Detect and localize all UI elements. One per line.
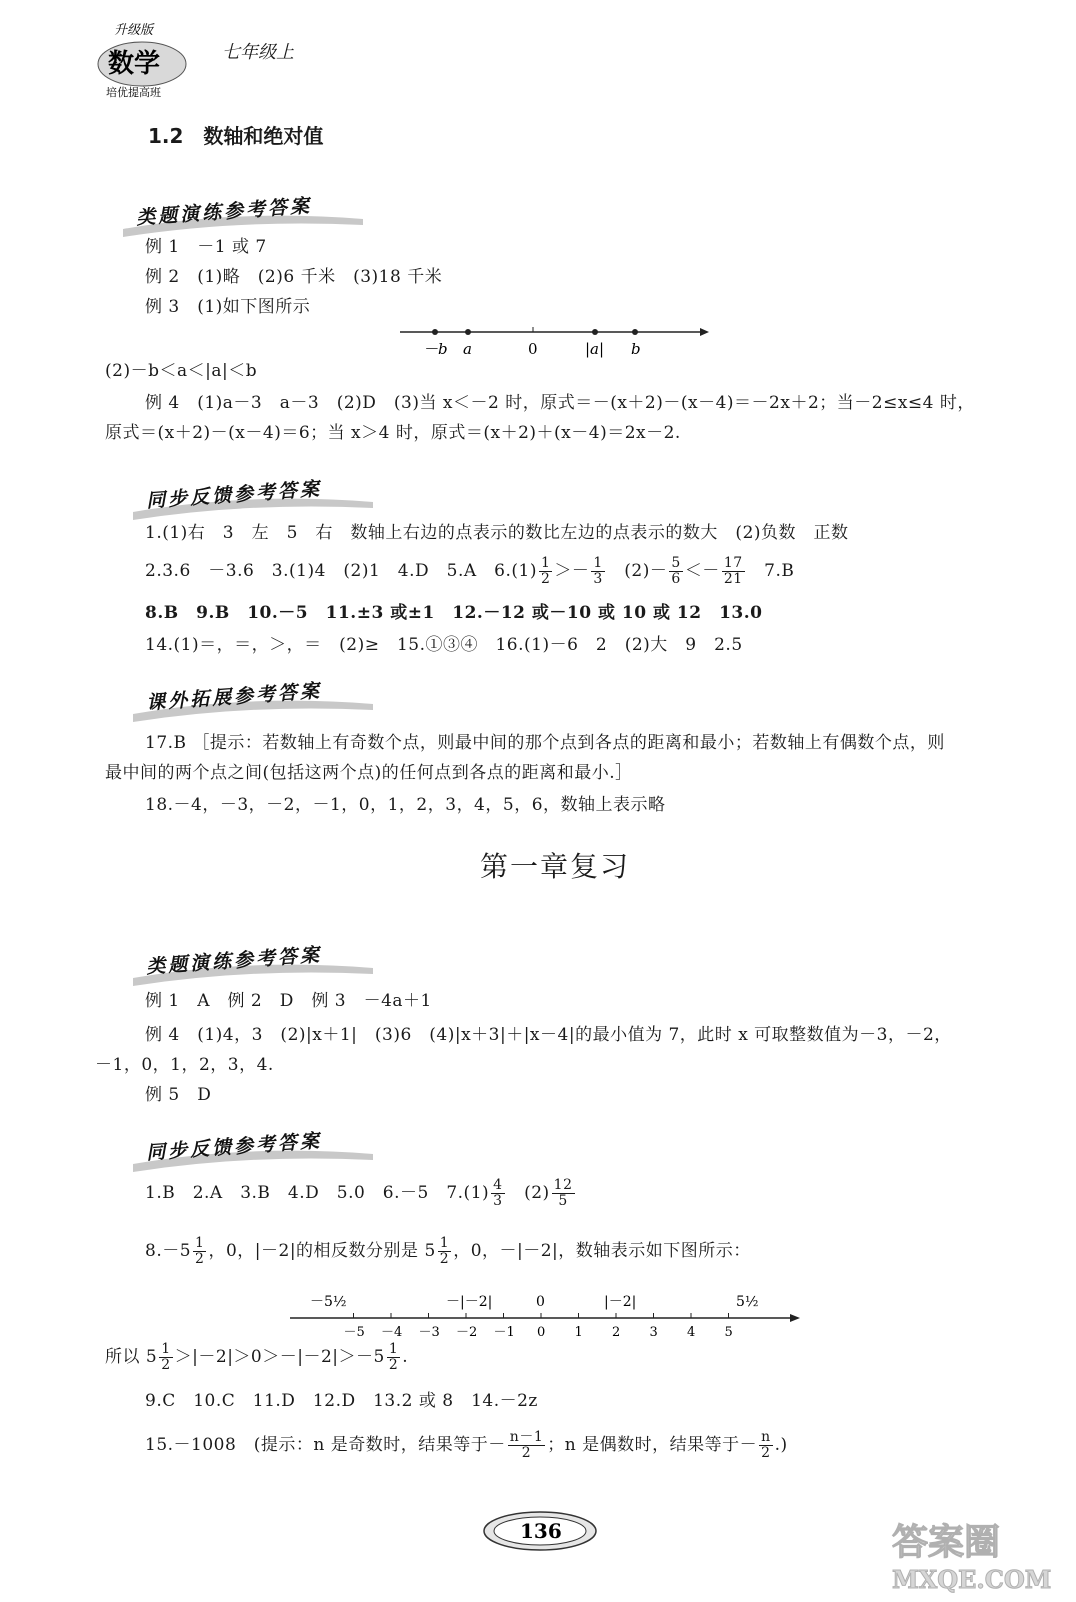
point-neg-b (432, 329, 438, 335)
page-number-badge (480, 1508, 600, 1554)
answer-line: 例 5 D (145, 1085, 212, 1105)
text-span: 所以 5 (105, 1347, 158, 1367)
denominator: 2 (161, 1357, 171, 1373)
grade-label: 七年级上 (222, 42, 294, 63)
fraction (759, 1430, 773, 1461)
answer-line: 例 2 (1)略 (2)6 千米 (3)18 千米 (145, 267, 443, 287)
tick-label: 0 (537, 1325, 546, 1340)
label-neg-abs-neg-2: －|－2| (446, 1294, 493, 1310)
denominator: 3 (493, 1193, 503, 1209)
text-span: 8.－5 (145, 1241, 192, 1261)
fraction (193, 1236, 206, 1267)
text-span: ，0，|－2|的相反数分别是 5 (208, 1241, 436, 1261)
number-line-2 (290, 1286, 810, 1342)
point-b (632, 329, 638, 335)
answer-line: 1.(1)右 3 左 5 右 数轴上右边的点表示的数比左边的点表示的数大 (2)负数 正数 (145, 523, 849, 543)
text-span: ＜－ (684, 561, 720, 581)
denominator: 2 (761, 1445, 771, 1461)
label-b: b (631, 340, 641, 358)
denominator: 2 (540, 571, 551, 587)
fraction (159, 1342, 172, 1373)
answer-line-fractions (145, 556, 794, 587)
denominator: 2 (195, 1251, 205, 1267)
label-5-half: 5½ (736, 1294, 759, 1310)
answer-line: 例 4 (1)a－3 a－3 (2)D (3)当 x＜－2 时，原式＝－(x＋2)－(x－4)＝－2x＋2；当－2≤x≤4 时， (145, 393, 975, 413)
site-watermark (884, 1512, 1064, 1596)
tick-label: 2 (612, 1325, 621, 1340)
banner-practice-answers (128, 944, 378, 990)
text-span: ；n 是偶数时，结果等于－ (547, 1435, 758, 1455)
answer-line: 例 1 A 例 2 D 例 3 －4a＋1 (145, 991, 432, 1011)
banner-text: 课外拓展参考答案 (145, 679, 323, 715)
banner-text: 类题演练参考答案 (135, 194, 313, 230)
answer-line-fractions (145, 1236, 751, 1267)
label-zero-above: 0 (536, 1294, 545, 1310)
answer-line: 17.B ［提示：若数轴上有奇数个点，则最中间的那个点到各点的距离和最小；若数轴上有偶数个点，则 (145, 733, 945, 753)
section-title: 1.2 数轴和绝对值 (148, 124, 324, 148)
fraction (539, 556, 552, 587)
banner-text: 类题演练参考答案 (145, 943, 323, 979)
banner-text: 同步反馈参考答案 (145, 1129, 323, 1165)
label-neg-5-half: －5½ (310, 1294, 347, 1310)
text-span: 2.3.6 －3.6 3.(1)4 (2)1 4.D 5.A 6.(1) (145, 561, 537, 581)
denominator: 3 (593, 571, 603, 587)
answer-line-fractions (145, 1178, 577, 1209)
tick-label: －3 (418, 1325, 440, 1340)
text-span: ，0，－|－2|，数轴表示如下图所示： (453, 1241, 751, 1261)
label-abs-a: |a| (585, 340, 605, 358)
numerator: 1 (195, 1235, 205, 1251)
denominator: 2 (388, 1357, 399, 1373)
banner-text: 同步反馈参考答案 (145, 477, 323, 513)
tick-label: －4 (381, 1325, 403, 1340)
answer-line: 例 1 －1 或 7 (145, 237, 267, 257)
fraction (669, 556, 682, 587)
numerator: 5 (671, 555, 681, 571)
fraction (438, 1236, 451, 1267)
answer-line: 最中间的两个点之间(包括这两个点)的任何点到各点的距离和最小.］ (105, 763, 633, 783)
denominator: 5 (558, 1193, 568, 1209)
text-span: (2) (506, 1183, 550, 1203)
above-labels (310, 1294, 758, 1310)
fraction (591, 556, 604, 587)
answer-line-fractions (145, 1430, 788, 1461)
logo-top-text: 升级版 (114, 23, 154, 38)
text-span: ＞|－2|＞0＞－|－2|＞－5 (174, 1347, 385, 1367)
banner-sync-answers (128, 1130, 378, 1176)
tick-label: －1 (493, 1325, 515, 1340)
denominator: 2 (439, 1251, 450, 1267)
numerator: 1 (388, 1341, 399, 1357)
numerator: 1 (161, 1341, 171, 1357)
answer-line: 14.(1)＝，＝，＞，＝ (2)≥ 15.①③④ 16.(1)－6 2 (2)大 9 2.5 (145, 635, 743, 655)
text-span: . (402, 1347, 409, 1367)
denominator: 21 (723, 571, 743, 587)
label-abs-neg-2: |－2| (604, 1294, 637, 1310)
fraction (722, 556, 745, 587)
tick-marks (344, 1313, 733, 1340)
numerator: 1 (439, 1235, 450, 1251)
point-abs-a (592, 329, 598, 335)
page-number: 136 (520, 1519, 562, 1543)
label-zero: 0 (528, 340, 538, 358)
point-a (465, 329, 471, 335)
answer-line: 9.C 10.C 11.D 12.D 13.2 或 8 14.－2z (145, 1391, 538, 1411)
numerator: 12 (553, 1177, 573, 1193)
text-span: 7.B (746, 561, 795, 581)
text-span: (2)－ (606, 561, 668, 581)
watermark-bottom: MXQE.COM (892, 1565, 1052, 1594)
watermark-top: 答案圈 (892, 1521, 1001, 1563)
denominator: 2 (521, 1445, 532, 1461)
text-span: 15.－1008 (提示：n 是奇数时，结果等于－ (145, 1435, 506, 1455)
tick-label: －2 (456, 1325, 478, 1340)
answer-line: －1，0，1，2，3，4. (95, 1055, 274, 1075)
label-a: a (463, 340, 472, 358)
numerator: 4 (493, 1177, 503, 1193)
tick-label: 5 (724, 1325, 733, 1340)
answer-line: (2)－b＜a＜|a|＜b (105, 361, 258, 381)
text-span: 1.B 2.A 3.B 4.D 5.0 6.－5 7.(1) (145, 1183, 490, 1203)
numerator: n－1 (509, 1429, 544, 1445)
answer-line: 18.－4，－3，－2，－1，0，1，2，3，4，5，6，数轴上表示略 (145, 795, 666, 815)
text-span: ＞－ (554, 561, 590, 581)
numerator: n (761, 1429, 771, 1445)
book-logo (96, 16, 192, 100)
fraction (491, 1178, 504, 1209)
fraction (508, 1430, 545, 1461)
logo-bottom-text: 培优提高班 (106, 86, 161, 99)
denominator: 6 (671, 571, 681, 587)
fraction (552, 1178, 575, 1209)
tick-label: 4 (687, 1325, 696, 1340)
numerator: 17 (723, 555, 743, 571)
answer-line: 8.B 9.B 10.－5 11.±3 或±1 12.－12 或－10 或 10 或 12 13.0 (145, 603, 763, 623)
banner-extension-answers (128, 680, 378, 726)
text-span: .) (774, 1435, 788, 1455)
answer-line: 例 3 (1)如下图所示 (145, 297, 311, 317)
chapter-title: 第一章复习 (480, 850, 631, 883)
tick-label: －5 (343, 1325, 365, 1340)
numerator: 1 (593, 555, 603, 571)
numerator: 1 (540, 555, 551, 571)
tick-label: 3 (649, 1325, 658, 1340)
number-line-1 (395, 318, 715, 360)
fraction (387, 1342, 400, 1373)
answer-line-fractions (105, 1342, 408, 1373)
answer-line: 原式＝(x＋2)－(x－4)＝6；当 x＞4 时，原式＝(x＋2)＋(x－4)＝2x－2. (105, 423, 681, 443)
logo-main-text: 数学 (108, 49, 161, 79)
label-neg-b: －b (423, 340, 448, 358)
tick-label: 1 (574, 1325, 583, 1340)
answer-line: 例 4 (1)4，3 (2)|x＋1| (3)6 (4)|x＋3|＋|x－4|的最小值为 7，此时 x 可取整数值为－3，－2， (145, 1025, 952, 1045)
